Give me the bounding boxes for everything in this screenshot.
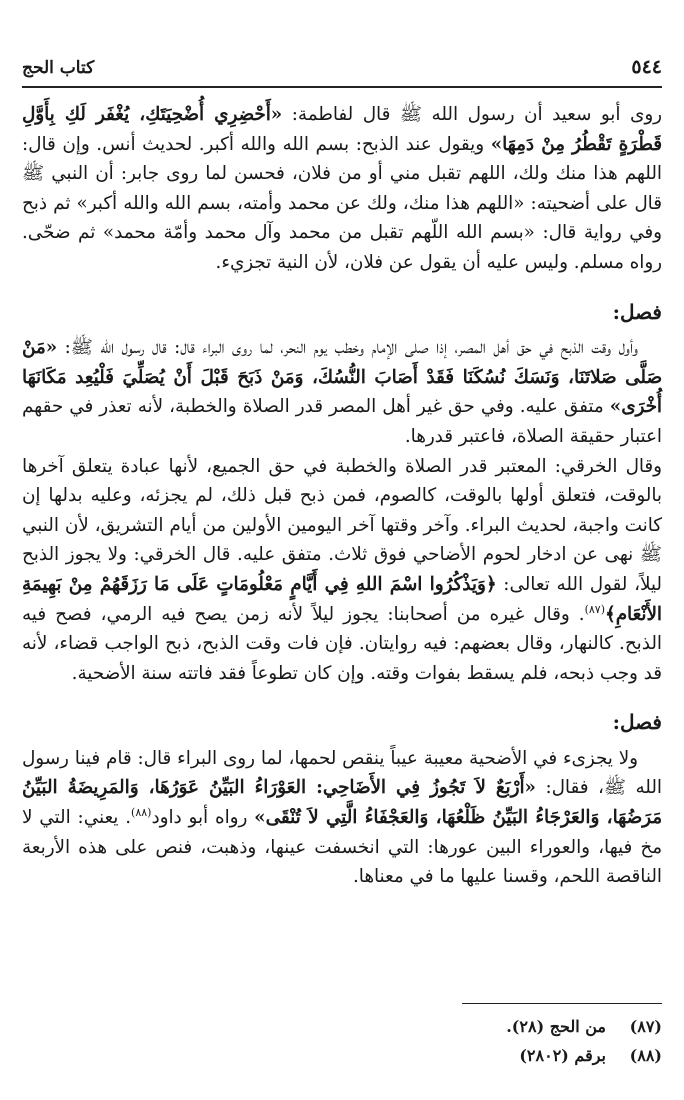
footnotes [22, 1012, 662, 1070]
quoted-text: «أَحْضِرِي أُضْحِيَتَكِ، يُغْفَر لَكِ بِأَوَّلِ قَطْرَةٍ تَقْطُرُ مِنْ دَمِهَا» [22, 104, 663, 155]
footnote-reference: (٨٧) [584, 602, 605, 616]
footnote-reference: (٨٨) [131, 805, 152, 819]
footnote [22, 1041, 662, 1070]
section-heading: فصل: [612, 710, 662, 735]
text-run: ولا يجزىء في الأضحية معيبة عيباً ينقص لحمها، لما روى البراء قال: قام فينا رسول الله ﷺ، فقال: [22, 747, 662, 799]
quoted-text: «مَنْ صَلَّى صَلاتَنَا، وَنَسَكَ نُسُكَنَا فَقَدْ أَصَابَ النُّسُكَ، وَمَنْ ذَبَحَ قَبْلَ أَنْ يُصَلِّيَ فَلْيُعِد مَكَانَهَا أُخْرَى» [22, 337, 662, 418]
text-run: وقال الخرقي: المعتبر قدر الصلاة والخطبة في حق الجميع، لأنها عبادة يتعلق آخرها بالوقت، فتعلق أولها بالوقت، كالصوم، فمن ذبح قبل ذلك، لم يجزئه، وعليه بدلها إن كانت واجبة، لحديث البراء. وآخر وقتها آخر اليومين الأولين من أيام التشريق، لأن النبي ﷺ نهى عن ادخار لحوم الأضاحي فوق ثلاث. متفق عليه. قال الخرقي: ولا يجوز الذبح ليلاً، لقول الله تعالى: [22, 455, 662, 595]
page-header [22, 50, 662, 88]
footnote-number: (٨٨) [629, 1046, 662, 1065]
paragraph [22, 744, 662, 892]
text-run: رواه أبو داود [151, 807, 255, 829]
text-run: وأول وقت الذبح في حق أهل المصر، إذا صلى الإمام وخطب يوم النحر، لما روى البراء قال: قال رسول الله ﷺ: [57, 337, 638, 359]
footnote [22, 1012, 662, 1041]
footnote-separator [462, 1003, 662, 1004]
footnote-text: برقم (٢٨٠٢) [519, 1046, 606, 1065]
page-number: ٥٤٤ [631, 56, 662, 78]
paragraph [22, 100, 662, 278]
text-run: متفق عليه. وفي حق غير أهل المصر قدر الصلاة والخطبة، لأنه تعذر في حقهم اعتبار حقيقة الصلاة، فاعتبر قدرها. [22, 396, 662, 447]
text-run: ويقول عند الذبح: بسم الله والله أكبر. لحديث أنس. وإن قال: اللهم هذا منك ولك، اللهم تقبل مني أو من فلان، فحسن لما روى جابر: أن النبي ﷺ قال على أضحيته: «اللهم هذا منك، ولك عن محمد وأمته، بسم الله والله أكبر» ثم ذبح وفي رواية قال: «بسم الله اللّهم تقبل من محمد وآل محمد وأمّة محمد» ثم ضحّى. رواه مسلم. وليس عليه أن يقول عن فلان، لأن النية تجزيء. [22, 133, 662, 273]
text-run: . وقال غيره من أصحابنا: يجوز ليلاً لأنه زمن يصح فيه الرمي، فصح فيه الذبح. كالنهار، وقال بعضهم: فيه روايتان. فإن فات وقت الذبح، ذبح الواجب قضاء، لأنه قد وجب ذبحه، فلم يسقط بفوات وقته. وإن كان تطوعاً فقد فاتته سنة الأضحية. [22, 603, 662, 684]
section-heading: فصل: [612, 299, 662, 324]
paragraph [22, 452, 662, 689]
text-run: روى أبو سعيد أن رسول الله ﷺ قال لفاطمة: [282, 104, 662, 125]
footnote-text: من الحج (٢٨). [506, 1017, 606, 1036]
quoted-text: «أَرْبَعٌ لاَ تَجُوزُ فِي الأَضَاحِي: العَوْرَاءُ البَيِّنُ عَوَرُهَا، وَالمَرِيضَةُ البَيِّنُ مَرَضُهَا، وَالعَرْجَاءُ البَيِّنُ ظَلْعُهَا، وَالعَجْفَاءُ الَّتِي لاَ تُنْقَى» [22, 777, 662, 829]
footnote-number: (٨٧) [629, 1017, 662, 1036]
quoted-text: ﴿وَيَذْكُرُوا اسْمَ اللهِ فِي أَيَّامٍ مَعْلُومَاتٍ عَلَى مَا رَزَقَهُمْ مِنْ بَهِيمَةِ الأَنْعَامِ﴾ [22, 573, 662, 625]
main-text [22, 100, 662, 892]
text-run: . يعني: التي لا مخ فيها، والعوراء البين عورها: التي انخسفت عينها، وذهبت، فنص على هذه الأربعة الناقصة اللحم، وقسنا عليها ما في معناها. [22, 807, 662, 888]
running-title: كتاب الحج [22, 58, 95, 78]
paragraph [22, 333, 662, 451]
